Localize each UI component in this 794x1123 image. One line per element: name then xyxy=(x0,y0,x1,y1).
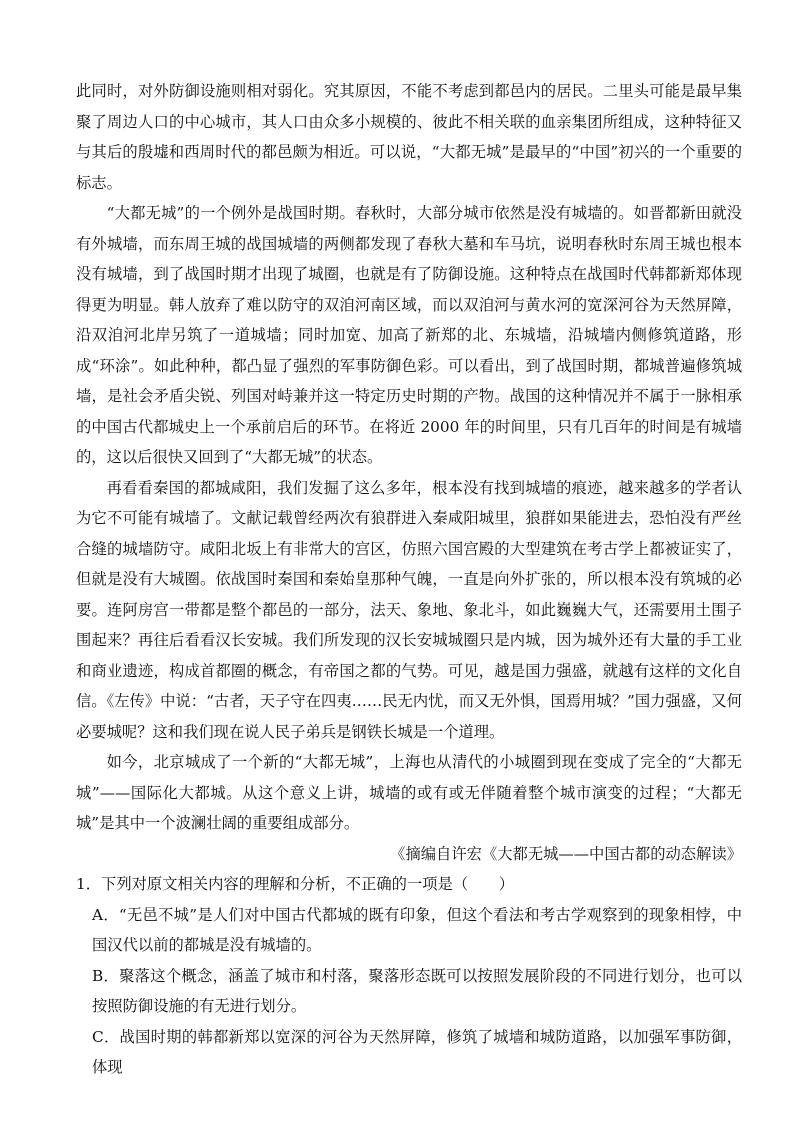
option-c: C．战国时期的韩都新郑以宽深的河谷为天然屏障，修筑了城墙和城防道路，以加强军事防御，体现 xyxy=(92,1027,742,1076)
paragraph-3: 再看看秦国的都城咸阳，我们发掘了这么多年，根本没有找到城墙的痕迹，越来越多的学者认为它不可能有城墙了。文献记载曾经两次有狼群进入秦咸阳城里，狼群如果能进去，恐怕没有严丝合缝的城墙防守。咸阳北坂上有非常大的宫区，仿照六国宫殿的大型建筑在考古学上都被证实了，但就是没有大城圈。依战国时秦国和秦始皇那种气魄，一直是向外扩张的，所以根本没有筑城的必要。连阿房宫一带都是整个都邑的一部分，法天、象地、象北斗，如此巍巍大气，还需要用土围子围起来？再往后看看汉长安城。我们所发现的汉长安城城圈只是内城，因为城外还有大量的手工业和商业遗迹，构成首都圈的概念，有帝国之都的气势。可见，越是国力强盛，就越有这样的文化自信。《左传》中说：“古者，天子守在四夷……民无内忧，而又无外惧，国焉用城？”国力强盛，又何必要城呢？这和我们现在说人民子弟兵是钢铁长城是一个道理。 xyxy=(76,478,742,741)
option-a: A．“无邑不城”是人们对中国古代都城的既有印象，但这个看法和考古学观察到的现象相悖，中国汉代以前的都城是没有城墙的。 xyxy=(92,905,742,954)
document-page xyxy=(76,76,742,1083)
paragraph-4: 如今，北京城成了一个新的“大都无城”，上海也从清代的小城圈到现在变成了完全的“大都无城”——国际化大都城。从这个意义上讲，城墙的或有或无伴随着整个城市演变的过程；“大都无城”是其中一个波澜壮阔的重要组成部分。 xyxy=(76,753,742,832)
option-b: B．聚落这个概念，涵盖了城市和村落，聚落形态既可以按照发展阶段的不同进行划分，也可以按照防御设施的有无进行划分。 xyxy=(92,966,742,1015)
paragraph-1: 此同时，对外防御设施则相对弱化。究其原因，不能不考虑到都邑内的居民。二里头可能是最早集聚了周边人口的中心城市，其人口由众多小规模的、彼此不相关联的血亲集团所组成，这种特征又与其后的殷墟和西周时代的都邑颇为相近。可以说，“大都无城”是最早的“中国”初兴的一个重要的标志。 xyxy=(76,82,742,192)
source-citation: 《摘编自许宏《大都无城——中国古都的动态解读》 xyxy=(390,844,742,863)
question-stem: 1．下列对原文相关内容的理解和分析，不正确的一项是（ ） xyxy=(76,875,515,893)
paragraph-2: “大都无城”的一个例外是战国时期。春秋时，大部分城市依然是没有城墙的。如晋都新田就没有外城墙，而东周王城的战国城墙的两侧都发现了春秋大墓和车马坑，说明春秋时东周王城也根本没有城墙，到了战国时期才出现了城圈，也就是有了防御设施。这种特点在战国时代韩都新郑体现得更为明显。韩人放弃了难以防守的双洎河南区域，而以双洎河与黄水河的宽深河谷为天然屏障，沿双洎河北岸另筑了一道城墙；同时加宽、加高了新郑的北、东城墙，沿城墙内侧修筑道路，形成“环涂”。如此种种，都凸显了强烈的军事防御色彩。可以看出，到了战国时期，都城普遍修筑城墙，是社会矛盾尖锐、列国对峙兼并这一特定历史时期的产物。战国的这种情况并不属于一脉相承的中国古代都城史上一个承前启后的环节。在将近 2000 年的时间里，只有几百年的时间是有城墙的，这以后很快又回到了“大都无城”的状态。 xyxy=(76,204,742,466)
